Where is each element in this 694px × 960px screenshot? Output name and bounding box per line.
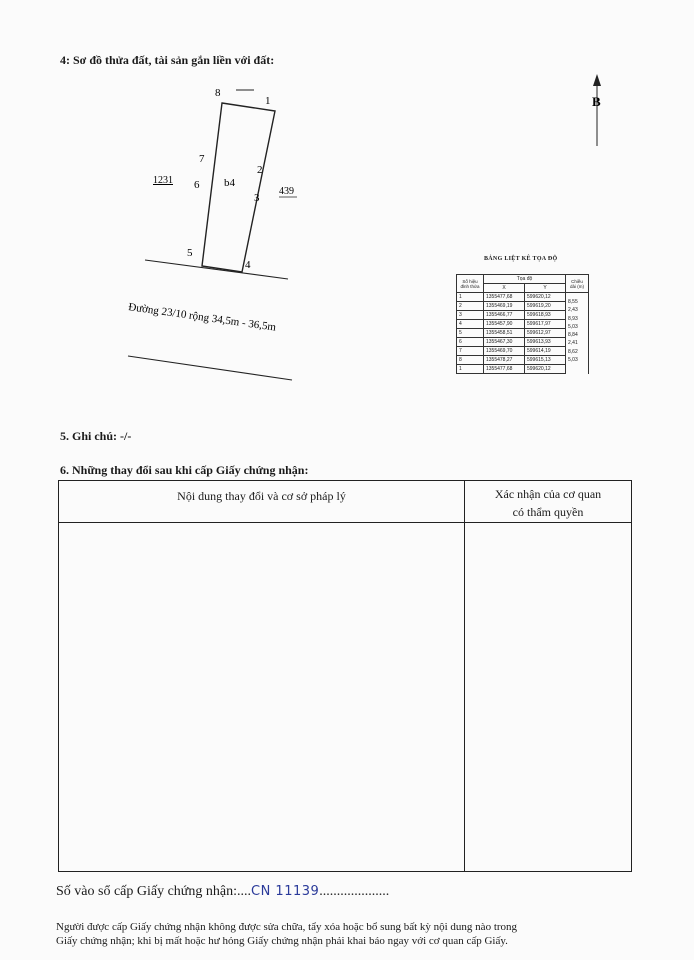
parcel-label: b4 [224, 177, 235, 189]
coord-header-length: Chiều dài (m) [566, 275, 589, 293]
coord-cell-x: 1355469,19 [484, 302, 525, 311]
point-label-5: 5 [187, 247, 193, 259]
coord-cell-y: 599619,20 [525, 302, 566, 311]
registry-prefix: Số vào sổ cấp Giấy chứng nhận:.... [56, 884, 251, 899]
coord-cell-id: 6 [457, 338, 484, 347]
coord-cell-y: 599613,93 [525, 338, 566, 347]
length-value: 5,03 [568, 357, 578, 364]
section-5-heading: 5. Ghi chú: -/- [60, 429, 132, 443]
coord-cell-id: 2 [457, 302, 484, 311]
coord-table-title: BẢNG LIỆT KÊ TỌA ĐỘ [484, 256, 558, 262]
coord-cell-id: 5 [457, 329, 484, 338]
coord-cell-id: 7 [457, 347, 484, 356]
coord-cell-x: 1355457,90 [484, 320, 525, 329]
coord-table [456, 274, 589, 374]
coord-cell-y: 599615,13 [525, 356, 566, 365]
coord-header-x: X [484, 284, 525, 293]
parcel-diagram [0, 0, 694, 460]
confirmation-header-line2: có thẩm quyền [512, 505, 584, 519]
coord-cell-x: 1355466,77 [484, 311, 525, 320]
coord-cell-x: 1355458,51 [484, 329, 525, 338]
length-value: 8,55 [568, 299, 578, 305]
section-6-heading: 6. Những thay đổi sau khi cấp Giấy chứng nhận: [60, 463, 309, 477]
coord-cell-y: 599618,93 [525, 311, 566, 320]
changes-table [58, 480, 632, 872]
neighbor-right-label: 439 [279, 186, 294, 197]
coord-cell-x: 1355477,68 [484, 365, 525, 374]
coord-header-y: Y [525, 284, 566, 293]
point-label-7: 7 [199, 153, 205, 165]
changes-confirmation-cell[interactable] [465, 523, 632, 872]
point-label-8: 8 [215, 87, 221, 99]
length-value: 2,41 [568, 340, 578, 347]
point-label-1: 1 [265, 95, 271, 107]
parcel-outline [202, 103, 275, 272]
coord-cell-id: 4 [457, 320, 484, 329]
changes-content-cell[interactable] [59, 523, 465, 872]
coord-cell-y: 599612,97 [525, 329, 566, 338]
changes-header-content: Nội dung thay đổi và cơ sở pháp lý [59, 481, 465, 523]
coord-cell-y: 599614,19 [525, 347, 566, 356]
confirmation-header-line1: Xác nhận của cơ quan [494, 487, 602, 501]
coord-cell-y: 599620,12 [525, 365, 566, 374]
coord-cell-id: 1 [457, 365, 484, 374]
registry-suffix: .................... [319, 884, 390, 899]
table-row [457, 293, 589, 302]
length-value: 8,93 [568, 315, 578, 322]
coord-header-coords: Tọa độ [484, 275, 566, 284]
registry-number-handwritten: CN 11139 [251, 884, 320, 899]
point-label-3: 3 [254, 192, 260, 204]
coord-cell-x: 1355467,30 [484, 338, 525, 347]
length-value: 8,62 [568, 348, 578, 355]
registry-number-line [56, 884, 389, 900]
length-value: 5,03 [568, 323, 578, 330]
length-value: 8,84 [568, 332, 578, 339]
north-arrow-icon [593, 74, 601, 146]
footer-note-line1: Người được cấp Giấy chứng nhận không được sửa chữa, tẩy xóa hoặc bổ sung bất kỳ nội dung nào trong [56, 921, 518, 933]
coord-cell-y: 599617,97 [525, 320, 566, 329]
coord-cell-id: 1 [457, 293, 484, 302]
road-edge-lower [128, 356, 292, 380]
point-label-6: 6 [194, 179, 200, 191]
coord-lengths-column [566, 293, 589, 374]
coord-cell-id: 8 [457, 356, 484, 365]
north-label: B [592, 94, 601, 109]
road-edge-upper [145, 260, 288, 279]
coord-cell-x: 1355478,27 [484, 356, 525, 365]
length-value: 2,43 [568, 307, 578, 314]
changes-header-confirmation [465, 481, 632, 523]
point-label-2: 2 [257, 164, 263, 176]
section-4-heading: 4: Sơ đồ thửa đất, tài sản gắn liền với đất: [60, 53, 275, 67]
coord-cell-y: 599620,12 [525, 293, 566, 302]
footer-note [56, 920, 656, 948]
coord-cell-id: 3 [457, 311, 484, 320]
coord-cell-x: 1355469,70 [484, 347, 525, 356]
coord-cell-x: 1355477,68 [484, 293, 525, 302]
footer-note-line2: Giấy chứng nhận; khi bị mất hoặc hư hỏng Giấy chứng nhận phải khai báo ngay với cơ quan cấp Giấy. [56, 935, 508, 947]
neighbor-left-label: 1231 [153, 175, 173, 186]
road-label: Đường 23/10 rộng 34,5m - 36,5m [127, 301, 277, 334]
coord-header-point: Số hiệu đỉnh thửa [457, 275, 484, 293]
point-label-4: 4 [245, 259, 251, 271]
